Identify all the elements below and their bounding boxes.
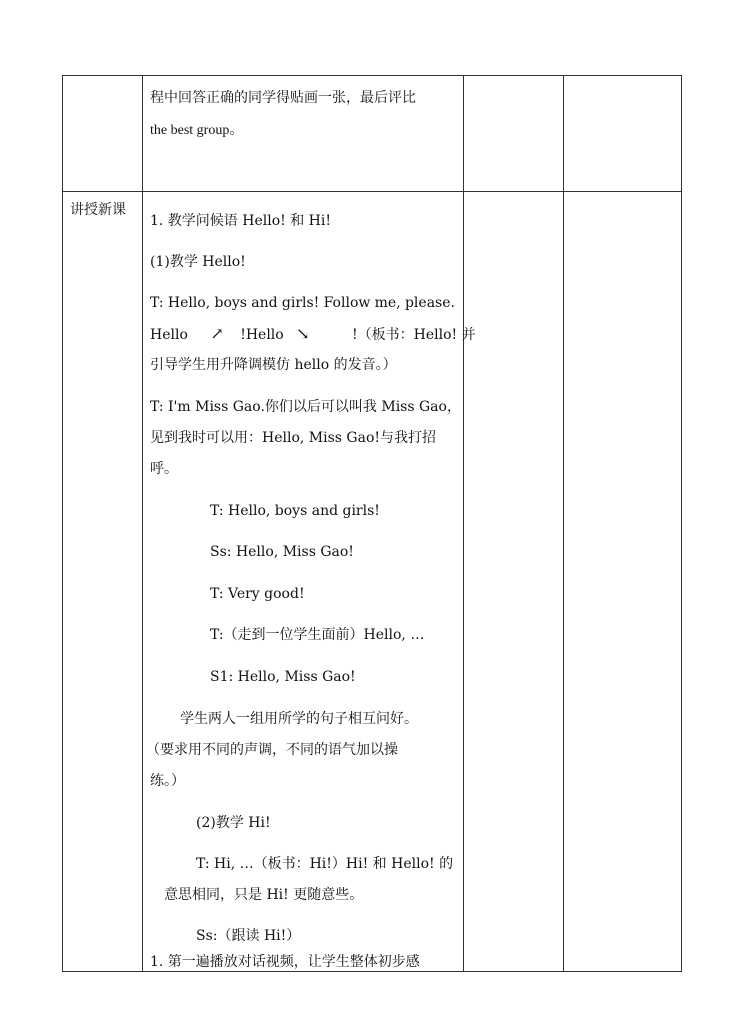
pair-practice-line-3: 练。）	[150, 773, 185, 789]
row1-line2: the best group。	[150, 123, 244, 138]
video-step-line: 1. 第一遍播放对话视频，让学生整体初步感	[150, 954, 420, 970]
intro-line-3: 呼。	[150, 461, 178, 477]
hi-line-1: T: Hi, …（板书：Hi!）Hi! 和 Hello! 的	[196, 856, 454, 872]
dialog-line: Ss: Hello, Miss Gao!	[210, 544, 354, 560]
guide-line: 引导学生用升降调模仿 hello 的发音。）	[150, 357, 397, 373]
column-divider-1	[142, 75, 143, 972]
column-divider-2	[463, 75, 464, 972]
falling-arrow-icon: ↘	[296, 324, 310, 343]
dialog-line: T: Very good!	[210, 586, 305, 602]
word: Follow	[323, 295, 371, 311]
column-divider-3	[563, 75, 564, 972]
table-border-right	[681, 75, 682, 972]
word: boys	[214, 295, 247, 311]
word: Hello,	[167, 295, 211, 311]
board-note: !（板书：Hello! 并	[352, 327, 476, 343]
word: please.	[404, 295, 455, 311]
table-border-left	[62, 75, 63, 972]
item1-title: 1. 教学问候语 Hello! 和 Hi!	[150, 213, 331, 229]
ss-hi-line: Ss:（跟读 Hi!）	[196, 928, 301, 944]
row1-line1: 程中回答正确的同学得贴画一张，最后评比	[150, 90, 416, 106]
dialog-line: S1: Hello, Miss Gao!	[210, 669, 356, 685]
rising-arrow-icon: ↗	[210, 324, 224, 343]
intro-line-2: 见到我时可以用：Hello, Miss Gao!与我打招	[150, 430, 436, 446]
section-label: 讲授新课	[70, 202, 126, 218]
word: T:	[150, 295, 164, 311]
table-border-top	[62, 75, 682, 76]
word: me,	[374, 295, 401, 311]
hi-line-2: 意思相同，只是 Hi! 更随意些。	[164, 887, 364, 903]
hello-word: !Hello	[240, 327, 284, 343]
pair-practice-line-1: 学生两人一组用所学的句子相互问好。	[180, 711, 418, 727]
hello-intonation-line	[150, 324, 476, 345]
word: girls!	[281, 295, 320, 311]
sub2-title: (2)教学 Hi!	[196, 815, 271, 831]
dialog-line: T:（走到一位学生面前）Hello, …	[210, 627, 425, 643]
sub1-title: (1)教学 Hello!	[150, 254, 246, 270]
intro-line-1: T: I'm Miss Gao.你们以后可以叫我 Miss Gao，	[150, 399, 461, 415]
pair-practice-line-2: （要求用不同的声调，不同的语气加以操	[146, 742, 398, 758]
word: and	[251, 295, 278, 311]
dialog-line: T: Hello, boys and girls!	[210, 503, 380, 519]
teacher-greeting-line	[150, 293, 455, 313]
hello-word: Hello	[150, 327, 188, 343]
row-divider	[62, 191, 682, 192]
